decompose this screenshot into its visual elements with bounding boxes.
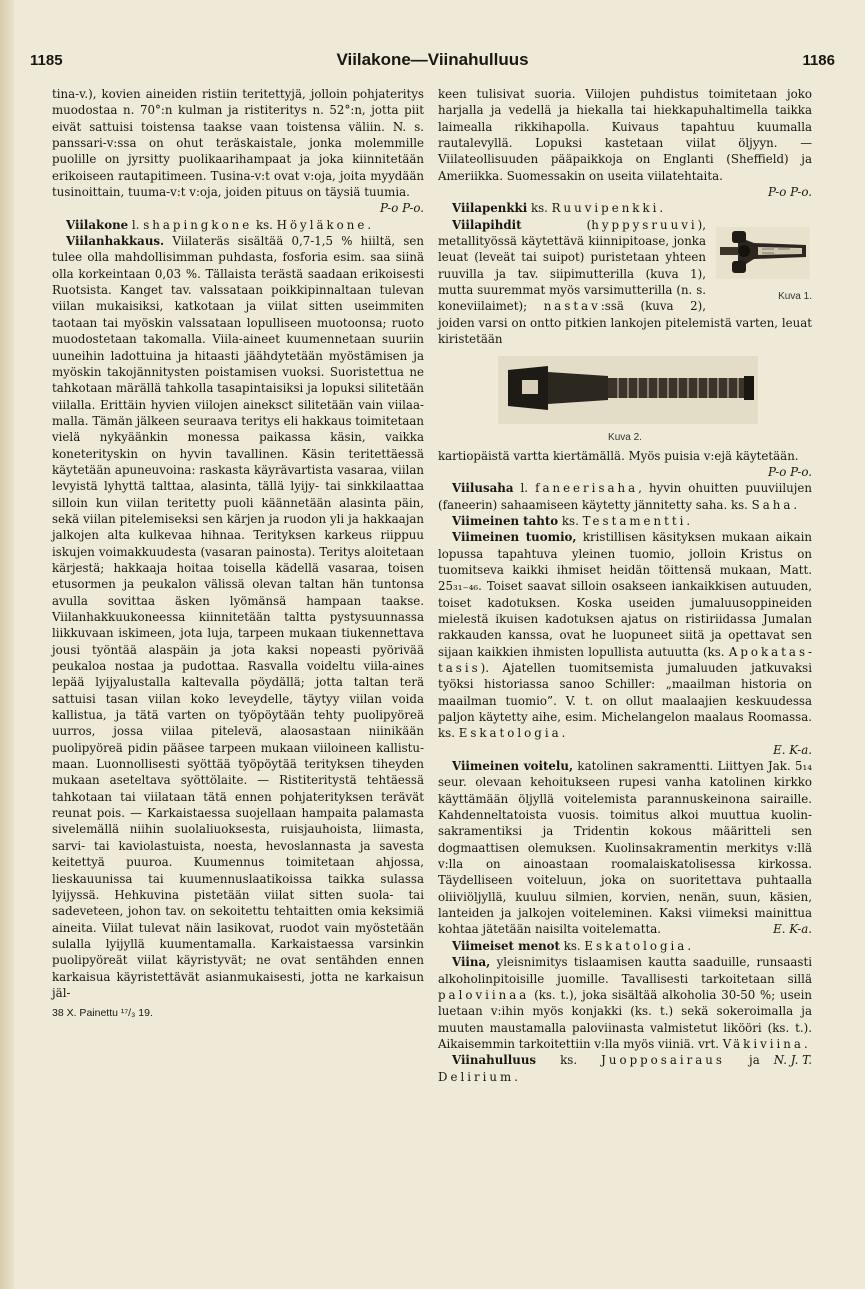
right-page-number: 1186 [802, 52, 835, 69]
entry-headword: Viimeinen tuomio, [452, 530, 577, 545]
entry-text: . [793, 497, 798, 512]
figure-2-caption: Kuva 2. [608, 431, 642, 443]
page-gutter [0, 0, 14, 1289]
left-column [52, 86, 424, 1022]
entry-text: ks. [527, 201, 552, 216]
entry-text: ( [521, 217, 592, 232]
entry-text: kristillisen käsityksen mukaan aikain lopussa tapahtuva yleinen tuomio, jolloin Kristus on tuomitseva kaikki ihmiset heidän töittensä mukaan, Matt. 25₃₁₋₄₆. Toiset saavat silloin osakseen iankaikkisen autuuden, toiset kadotuksen. Koska useiden jumaluusoppineiden mielestä ikuisen kadotuksen ajatus on ristiriidassa Jumalan rakkauden kanssa, ovat he luopuneet siitä ja opettavat sen sijaan kaikkien ihmisten lopullista autuutta (ks. [438, 530, 813, 659]
cross-reference: faneerisaha [535, 481, 639, 496]
entry-viimeinen-voitelu [438, 758, 812, 938]
author-signature: P-o P-o. [379, 201, 424, 216]
page-header [30, 50, 835, 74]
entry-headword: Viimeiset menot [452, 938, 560, 953]
paragraph-text: kartiopäistä vartta kiertämällä. Myös puisia v:ejä käytetään. [438, 448, 799, 463]
entry-headword: Viina, [452, 955, 491, 970]
entry-viilapihdit [438, 217, 812, 348]
paragraph-text: tina-v.), kovien aineiden ristiin teritettyjä, jolloin pohjateritys muodostaa n. 70°:n kulman ja ristiteritys n. 52°:n, jotta piit eivät sattuisi toistensa taakse vaan toistensa väliin. N. s. panssari-v:ssa on ohut teräskaistale, jonka molemmille puolille on jyrsitty puolikaarihampaat ja joka kiinnitetään erikoiseen rautapitimeen. Tusina-v:t ovat v:oja, joita myydään tusinoittain, tuuma-v:t v:oja, joiden pituus on täysiä tuumia. [52, 87, 424, 200]
entry-text: . [514, 1069, 518, 1084]
cross-reference: Ruuvipenkki [551, 201, 660, 216]
entry-text: ks. [558, 513, 583, 528]
entry-text: . [367, 217, 372, 232]
cross-reference: Eskatologia [458, 726, 562, 741]
cross-reference: Delirium [438, 1069, 515, 1084]
cross-reference: Höyläkone [276, 217, 368, 232]
author-signature: E. K-a. [773, 742, 812, 757]
page-title: Viilakone—Viinahulluus [336, 50, 529, 69]
entry-viilakone [52, 217, 424, 233]
entry-text: ks. [536, 1053, 602, 1068]
cross-reference: hyppysruuvi [591, 217, 698, 232]
figure-1-caption: Kuva 1. [778, 290, 812, 302]
entry-headword: Viilusaha [452, 481, 514, 496]
left-page-number: 1185 [30, 52, 63, 69]
entry-headword: Viilapihdit [452, 217, 522, 232]
author-signature: P-o P-o. [767, 464, 812, 479]
entry-text: , hyvin ohuitten puuviilujen (faneerin) sahaamiseen käytetty jännitetty saha. ks. [438, 481, 812, 512]
entry-text: ks. [252, 217, 277, 232]
cross-reference: Testamentti [582, 513, 687, 528]
entry-headword: Viimeinen tahto [452, 513, 559, 528]
entry-text: . [659, 201, 664, 216]
entry-text: yleisnimitys tislaamisen kautta saaduille, runsaasti alkoholinpitoisille juomille. Tavallisesti tarkoitetaan sillä [438, 955, 812, 986]
vise-illustration-2 [438, 350, 812, 430]
entry-text: Viilateräs sisältää 0,7-1,5 % hiiltä, sen tulee olla mahdollisimman puhdasta, fosforia esim. saa siinä olla korkeintaan 0,03 %. Tällaista terästä saadaan erikoisesti Ruotsista. Kanget tav. valssataan poikkipinnaltaan tulevan viilan mukaisiksi, katkotaan ja viilat sitten useimmiten taotaan tai myöskin valssataan lopulliseen muotoonsa; ruoto muodostetaan takomalla. Viila-aineet kuumennetaan suuriin uuneihin ladottuina ja hitaasti jäähdytetään myöstämisen ja myöskin takojännitysten poistamisen vuoksi. Suoristettua ne tahkotaan märällä tahkolla tasapintaisiksi ja lopuksi silitetään viilalla. Erittäin hyvien viilojen aineksct silitetään vain viilaamalla. Tämän jälkeen seuraava teritys eli hakkaus toimitetaan vielä nykyäänkin monessa paikassa käsin, vaikka koneterityskin on hyvin tavallinen. Käsin teritettäessä käytetään apuneuvoina: raskasta käyrävartista vasaraa, viilan levyistä lyhyttä talttaa, alasinta, tällä lyijy- tai sinkkilaattaa silloin kun viilan teritetty puoli käännetään alasinta päin, sekä viilan pitelemiseksi sen kärjen ja ruodon yli ja hakkaajan jalkojen alta kulkevaa hihnaa. Terityksen karkeus riippuu iskujen voimakkuudesta (vasaran painosta). Teritys aloitetaan kärjestä; hakkaaja hoitaa toisella kädellä vasaraa, toisen etusormen ja peukalon välissä olevan taltan hän tuntonsa avulla sovittaa äsken lyömänsä hampaan taakse. Viilanhakkuukoneessa kiinnitetään taltta pystysuunnassa liikkuvaan iskimeen, jota luja, tarpeen mukaan tiukennettava jousi työntää alaspäin ja jota kaksi nopeasti pyörivää peukaloa nostaa ja pudottaa. Rasvalla voideltu viila-aines lepää lyijyalustalla kaltevalla pöydällä; jotta taltan terä sattuisi tasan viilan koko leveydelle, täytyy viilan voida kallistua, ja tätä varten on työpöytään tehty puolipyöreä uurros, jossa viilaa pitelevä, alaosastaan niinikään puolipyöreä pidin pääsee tarpeen mukaan viiloineen kallistumaan. Luonnollisesti syöttää työpöytää terityksen tiheyden mukaan aseteltava syöttölaite. — Ristiteritystä tehtäessä tahkotaan tai viilataan tätä ennen pohjaterityksen terävät reunat pois. — Karkaistaessa suojellaan hampaita palamasta sivelemällä niihin suolaliuoksesta, ruisjauhoista, liimasta, sarvi- tai kaviolastuista, noesta, hevoslannasta ja savesta keitettyä puuroa. Kuumennus toimitetaan ahjossa, lieskauunissa tai kuumennuslaatikoissa taikka sulassa lyijyssä. Hehkuvina pistetään viilat sitten suola- tai sadeveteen, johon tav. on sekoitettu tehtaitten omia keksimiä aineita. Viilat tulevat näin lasikovat, ruodot vain myöstetään sulalla lyijyllä kuumentamalla. Karkaistaessa varsinkin puolipyöreät viilat käyristyvät; ne ovat sentähden ennen karkaisua käyristettävät asianmukaisesti, jotta ne karkaisun jäl- [52, 234, 424, 1000]
entry-text: :ssä (kuva 2), joiden varsi on ontto pitkien lankojen pitelemistä varten, leuat kiristetään [438, 299, 812, 347]
cross-reference: Juopposairaus [601, 1053, 725, 1068]
cross-reference: shapingkone [143, 217, 253, 232]
cross-reference: Saha [751, 497, 794, 512]
right-column [438, 86, 812, 1085]
entry-headword: Viinahulluus [452, 1053, 537, 1068]
cross-reference: Väkiviina [722, 1036, 804, 1051]
cross-reference: Eskatologia [584, 938, 688, 953]
paragraph-text: keen tulisivat suoria. Viilojen puhdistus toimitetaan joko harjalla ja vedellä ja hiekalla tai hiekkapuhaltimella taikka laimealla rikkihapolla. Kuivaus tapahtuu kuumalla rautalevyllä. Lopuksi kastetaan viilat öljyyn. — Viilateollisuuden pääpaikkoja on Englanti (Sheffield) ja Ameriikka. Suomessakin on useita viilatehtaita. [438, 87, 812, 183]
entry-headword: Viilakone [66, 217, 129, 232]
entry-text: . [561, 726, 566, 741]
paragraph [438, 86, 812, 200]
vise-illustration-1 [714, 219, 812, 289]
figure-2 [438, 350, 812, 446]
entry-text: . [687, 938, 692, 953]
entry-viimeinen-tuomio [438, 529, 812, 758]
entry-viimeinen-tahto [438, 513, 812, 529]
entry-viilusaha [438, 480, 812, 513]
entry-text: ), metallityössä käytettävä kiinnipitoase, jonka leuat (leveät tai suipot) puristetaan yhteen ruuvilla ja tav. siipimutterilla (kuva 1), mutta suuremmat myös varsimutterilla (n. s. koneviilaimet); [438, 217, 706, 314]
entry-viimeiset-menot [438, 938, 812, 954]
cross-reference: Apokatastasis [438, 644, 812, 675]
entry-text: (ks. t.), joka sisältää alkoholia 30-50 %; usein luetaan v:ihin myös konjakki (ks. t.) sekä sokeroimalla ja muuten maustamalla paloviinasta valmistetut likööri (ks. t.). Aikaisemmin tarkoitettiin v:lla myös viiniä. vrt. [438, 987, 812, 1051]
entry-text: . [803, 1036, 808, 1051]
printer-footer: 38 X. Painettu ¹⁷/₃ 19. [52, 1007, 153, 1020]
entry-headword: Viilanhakkaus. [66, 234, 165, 249]
entry-text: katolinen sakramentti. Liittyen Jak. 5₁₄ seur. olevaan kehoitukseen rupesi vanha katolinen kirkko käyttämään öljyllä voitelemista parannuskeinona sairaille. Kahdenneltatoista vuosis. toimitus alkoi muuttua kuolinsakramentiksi ja Tridentin kokous määritteli sen dogmaattisen olemuksen. Kuolinsakramentin merkitys v:llä v:lla on ainoastaan roomalaiskatolisessa kirkossa. Täydelliseen voiteluun, joka on suoritettava puhtaalla oliiviöljyllä, kuuluu silmien, korvien, nenän, suun, käsien, lanteiden ja jalkojen voiteleminen. Kaksi viimeksi mainittua kohtaa jätetään naisilta voitelematta. [438, 759, 813, 937]
author-signature: E. K-a. [773, 922, 812, 937]
cross-reference: paloviinaa [438, 987, 530, 1002]
entry-text: l. [128, 217, 144, 232]
paragraph [52, 86, 424, 217]
entry-text: ja [724, 1053, 760, 1068]
entry-headword: Viimeinen voitelu, [452, 759, 574, 774]
entry-headword: Viilapenkki [452, 201, 528, 216]
entry-text: l. [513, 481, 536, 496]
entry-viilanhakkaus [52, 233, 424, 1001]
entry-viilapenkki [438, 200, 812, 216]
cross-reference: nastav [543, 299, 601, 314]
author-signature: P-o P-o. [767, 185, 812, 200]
paragraph [438, 448, 812, 481]
entry-text: ). Ajatellen tuomitsemista jumaluuden jatkuvaksi työksi historiassa sanoo Schiller: „maailman historia on maailman tuomio”. V. t. on ollut maalaajien keskuudessa paljon käytetty aihe, esim. Michelangelon maalaus Roomassa. ks. [438, 660, 812, 741]
entry-viinahulluus [438, 1052, 812, 1085]
entry-text: . [686, 513, 691, 528]
figure-1 [714, 219, 812, 305]
entry-text: ks. [559, 938, 585, 953]
author-signature: N. J. T. [773, 1053, 812, 1068]
